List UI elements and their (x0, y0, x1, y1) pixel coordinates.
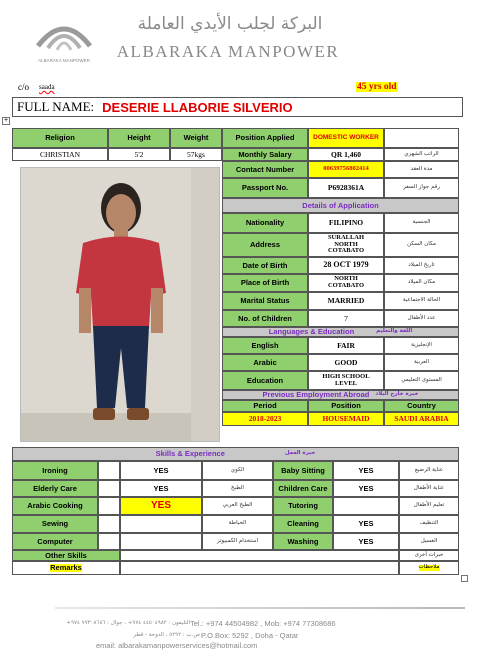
company-logo (28, 6, 100, 66)
height-header: Height (108, 128, 170, 148)
date-of-birth-label: Date of Birth (222, 257, 308, 274)
passport-label: Passport No. (222, 178, 308, 198)
monthly-salary-arabic: الراتب الشهري (384, 148, 459, 161)
contact-number-value: 00639756802414 (308, 161, 384, 178)
place-of-birth-arabic: مكان الميلاد (384, 274, 459, 292)
passport-value: P6928361A (308, 178, 384, 198)
skill-right-label: Children Care (273, 480, 333, 497)
nationality-label: Nationality (222, 213, 308, 233)
skill-right-arabic: عناية الرضيع (399, 461, 459, 480)
skill-left-value: YES (120, 480, 202, 497)
employment-title-arabic: خبرة خارج البلاد (375, 391, 419, 398)
remarks-arabic: ملاحظات (418, 564, 440, 571)
other-skills-label: Other Skills (12, 550, 120, 561)
english-arabic: الإنجليزية (384, 337, 459, 354)
logo-arch-icon (28, 6, 100, 66)
logo-company-text: ALBARAKA MANPOWER (116, 42, 340, 61)
languages-title-arabic: اللغة والتعليم (376, 328, 413, 335)
skill-right-arabic: التنظيف (399, 515, 459, 533)
skill-left-spacer (98, 533, 120, 550)
address-label: Address (222, 233, 308, 257)
country-header: Country (384, 400, 459, 412)
employment-section-title (222, 390, 459, 400)
english-label: English (222, 337, 308, 354)
weight-value: 57kgs (170, 148, 222, 161)
full-name-row (12, 97, 463, 117)
skills-section-title (12, 447, 459, 461)
skill-left-value: YES (120, 461, 202, 480)
skill-left-label: Elderly Care (12, 480, 98, 497)
footer-pobox-arabic: ص.ب : ٥٢٩٢ ، الدوحة - قطر (133, 632, 200, 638)
religion-value: CHRISTIAN (12, 148, 108, 161)
nationality-arabic: الجنسية (384, 213, 459, 233)
children-label: No. of Children (222, 310, 308, 327)
skill-left-arabic: استخدام الكمبيوتر (202, 533, 273, 550)
skill-right-value: YES (333, 461, 399, 480)
skill-left-arabic: الطبخ (202, 480, 273, 497)
other-skills-value (120, 550, 399, 561)
skill-left-label: Computer (12, 533, 98, 550)
skills-title-text: Skills & Experience (155, 449, 225, 459)
skill-left-value: YES (120, 497, 202, 515)
skill-right-arabic: عناية الأطفال (399, 480, 459, 497)
country-value: SAUDI ARABIA (384, 412, 459, 426)
education-label: Education (222, 371, 308, 390)
footer-phones-arabic: التليفون : ٤٤٥٠٤٩٨٢ ٩٧٤+ ، جوال : ٧٧٣٠٨٦٨٦ ٩٧٤+ (66, 620, 190, 626)
marital-status-arabic: الحالة الاجتماعية (384, 292, 459, 310)
skill-left-spacer (98, 515, 120, 533)
marital-status-value: MARRIED (308, 292, 384, 310)
move-handle-icon[interactable]: + (3, 117, 9, 124)
marital-status-label: Marital Status (222, 292, 308, 310)
skill-right-value: YES (333, 480, 399, 497)
skill-right-value (333, 497, 399, 515)
footer-divider (55, 607, 465, 609)
monthly-salary-label: Monthly Salary (222, 148, 308, 161)
logo-small-text: ALBARAKA MANPOWER (38, 58, 90, 63)
position-applied-label: Position Applied (222, 128, 308, 148)
full-name-label: FULL NAME: (17, 99, 95, 114)
skills-title-arabic: خبرة العمل (284, 450, 316, 457)
place-of-birth-label: Place of Birth (222, 274, 308, 292)
resize-handle-icon[interactable] (461, 575, 468, 582)
skill-left-label: Arabic Cooking (12, 497, 98, 515)
date-of-birth-value: 28 OCT 1979 (308, 257, 384, 274)
education-arabic: المستوى التعليمي (384, 371, 459, 390)
full-name-value: DESERIE LLABORIE SILVERIO (102, 99, 293, 115)
employment-position-header: Position (308, 400, 384, 412)
skill-left-value (120, 533, 202, 550)
address-value: SURALLAH NORTH COTABATO (308, 233, 384, 257)
skill-right-label: Baby Sitting (273, 461, 333, 480)
passport-arabic: رقم جواز السفر (384, 178, 459, 198)
skill-left-arabic: الكوي (202, 461, 273, 480)
skill-left-arabic: الخياطة (202, 515, 273, 533)
logo-arabic-text: البركة لجلب الأيدي العاملة (137, 14, 323, 34)
care-of-value: saada (39, 83, 55, 91)
care-of-label: c/o (18, 82, 29, 92)
children-arabic: عدد الأطفال (384, 310, 459, 327)
period-header: Period (222, 400, 308, 412)
skill-left-label: Sewing (12, 515, 98, 533)
skill-left-label: Ironing (12, 461, 98, 480)
education-value: HIGH SCHOOL LEVEL (308, 371, 384, 390)
skill-right-label: Cleaning (273, 515, 333, 533)
contact-number-arabic: مدة العقد (384, 161, 459, 178)
skill-right-label: Washing (273, 533, 333, 550)
arabic-language-arabic: العربية (384, 354, 459, 371)
skill-left-arabic: الطبخ العربي (202, 497, 273, 515)
place-of-birth-value: NORTH COTABATO (308, 274, 384, 292)
applicant-photo (20, 167, 220, 442)
skill-right-value: YES (333, 515, 399, 533)
skill-left-value (120, 515, 202, 533)
remarks-arabic-cell (399, 561, 459, 575)
application-section-title: Details of Application (222, 198, 459, 213)
employment-position-value: HOUSEMAID (308, 412, 384, 426)
age-text: 45 yrs old (357, 82, 397, 92)
period-value: 2018-2023 (222, 412, 308, 426)
contact-number-label: Contact Number (222, 161, 308, 178)
footer-pobox: P.O.Box: 5292 , Doha - Qatar (201, 631, 299, 640)
date-of-birth-arabic: تاريخ الميلاد (384, 257, 459, 274)
footer-email[interactable]: email: albarakamanpowerservices@hotmail.com (96, 641, 258, 650)
monthly-salary-value: QR 1,460 (308, 148, 384, 161)
skill-right-label: Tutoring (273, 497, 333, 515)
employment-title-text: Previous Employment Abroad (262, 390, 370, 400)
weight-header: Weight (170, 128, 222, 148)
footer-phones: Tel.: +974 44504982 , Mob: +974 77308686 (190, 619, 336, 628)
skill-left-spacer (98, 497, 120, 515)
height-value: 5'2 (108, 148, 170, 161)
position-applied-value: DOMESTIC WORKER (308, 128, 384, 148)
nationality-value: FILIPINO (308, 213, 384, 233)
english-value: FAIR (308, 337, 384, 354)
languages-title-text: Languages & Education (268, 327, 355, 337)
religion-header: Religion (12, 128, 108, 148)
arabic-language-label: Arabic (222, 354, 308, 371)
languages-section-title (222, 327, 459, 337)
position-extra-cell (384, 128, 459, 148)
remarks-value (120, 561, 399, 575)
skill-right-arabic: الغسيل (399, 533, 459, 550)
address-arabic: مكان السكن (384, 233, 459, 257)
other-skills-arabic: خبرات أخرى (399, 550, 459, 561)
skill-right-arabic: تعليم الأطفال (399, 497, 459, 515)
remarks-label: Remarks (50, 563, 82, 573)
skill-right-value: YES (333, 533, 399, 550)
children-value: 7 (308, 310, 384, 327)
remarks-label-cell (12, 561, 120, 575)
skill-left-spacer (98, 461, 120, 480)
arabic-language-value: GOOD (308, 354, 384, 371)
skill-left-spacer (98, 480, 120, 497)
